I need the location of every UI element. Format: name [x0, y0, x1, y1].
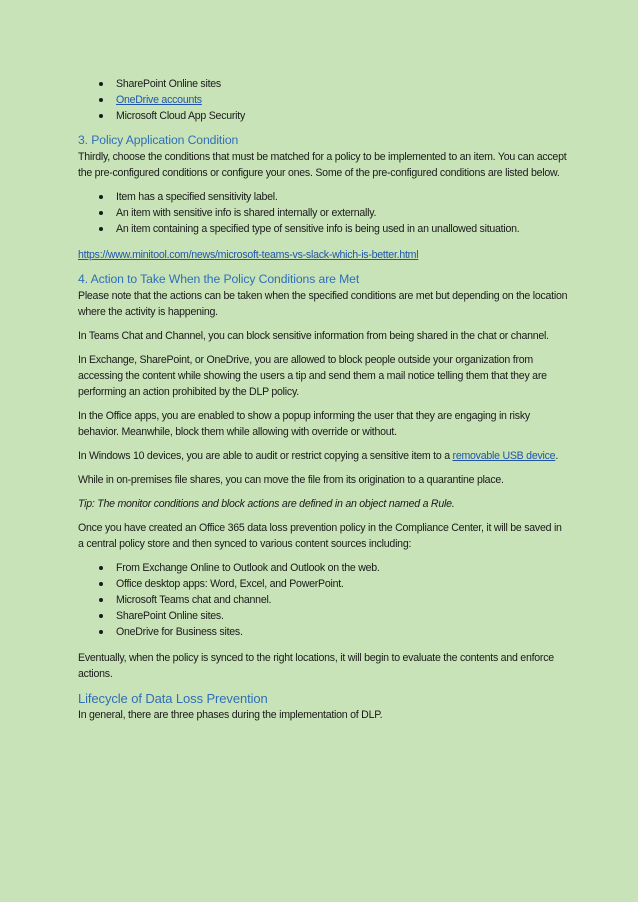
list-item: OneDrive for Business sites.	[78, 624, 568, 640]
list-item: Microsoft Cloud App Security	[78, 108, 568, 124]
conditions-list	[78, 189, 568, 237]
paragraph: In the Office apps, you are enabled to show a popup informing the user that they are engaging in risky behavior. Meanwhile, block them while allowing with override or without.	[78, 410, 530, 438]
minitool-article-link[interactable]: https://www.minitool.com/news/microsoft-teams-vs-slack-which-is-better.html	[78, 249, 419, 261]
section-4-heading: 4. Action to Take When the Policy Conditions are Met	[78, 272, 360, 286]
paragraph: In Exchange, SharePoint, or OneDrive, you are allowed to block people outside your organization from accessing the content while showing the users a tip and send them a mail notice telling them that they are performing an action prohibited by the DLP policy.	[78, 354, 547, 398]
top-bullet-list	[78, 76, 568, 124]
tip-text: Tip: The monitor conditions and block actions are defined in an object named a Rule.	[78, 498, 455, 510]
onedrive-accounts-link[interactable]: OneDrive accounts	[116, 94, 202, 106]
lifecycle-heading: Lifecycle of Data Loss Prevention	[78, 691, 268, 706]
removable-usb-device-link[interactable]: removable USB device	[452, 450, 556, 462]
paragraph: In general, there are three phases during the implementation of DLP.	[78, 709, 383, 721]
list-item: An item containing a specified type of sensitive info is being used in an unallowed situation.	[78, 221, 568, 237]
paragraph: While in on-premises file shares, you can move the file from its origination to a quarantine place.	[78, 474, 504, 486]
section-3-heading: 3. Policy Application Condition	[78, 133, 239, 147]
paragraph: In Teams Chat and Channel, you can block sensitive information from being shared in the chat or channel.	[78, 330, 549, 342]
list-item: Office desktop apps: Word, Excel, and PowerPoint.	[78, 576, 568, 592]
list-item: Microsoft Teams chat and channel.	[78, 592, 568, 608]
paragraph: Eventually, when the policy is synced to the right locations, it will begin to evaluate the contents and enforce actions.	[78, 652, 554, 680]
paragraph: Please note that the actions can be taken when the specified conditions are met but depending on the location where the activity is happening.	[78, 290, 568, 318]
paragraph: In Windows 10 devices, you are able to audit or restrict copying a sensitive item to a removable USB device.	[78, 450, 559, 462]
list-item: From Exchange Online to Outlook and Outlook on the web.	[78, 560, 568, 576]
paragraph: Once you have created an Office 365 data loss prevention policy in the Compliance Center, it will be saved in a central policy store and then synced to various content sources including:	[78, 522, 562, 550]
document-page	[78, 76, 568, 723]
list-item: SharePoint Online sites	[78, 76, 568, 92]
list-item: Item has a specified sensitivity label.	[78, 189, 568, 205]
paragraph: Thirdly, choose the conditions that must be matched for a policy to be implemented to an item. You can accept the pre-configured conditions or configure your ones. Some of the pre-configured conditions are listed below.	[78, 151, 567, 179]
list-item: SharePoint Online sites.	[78, 608, 568, 624]
content-sources-list	[78, 560, 568, 640]
list-item: An item with sensitive info is shared internally or externally.	[78, 205, 568, 221]
list-item	[78, 92, 568, 108]
